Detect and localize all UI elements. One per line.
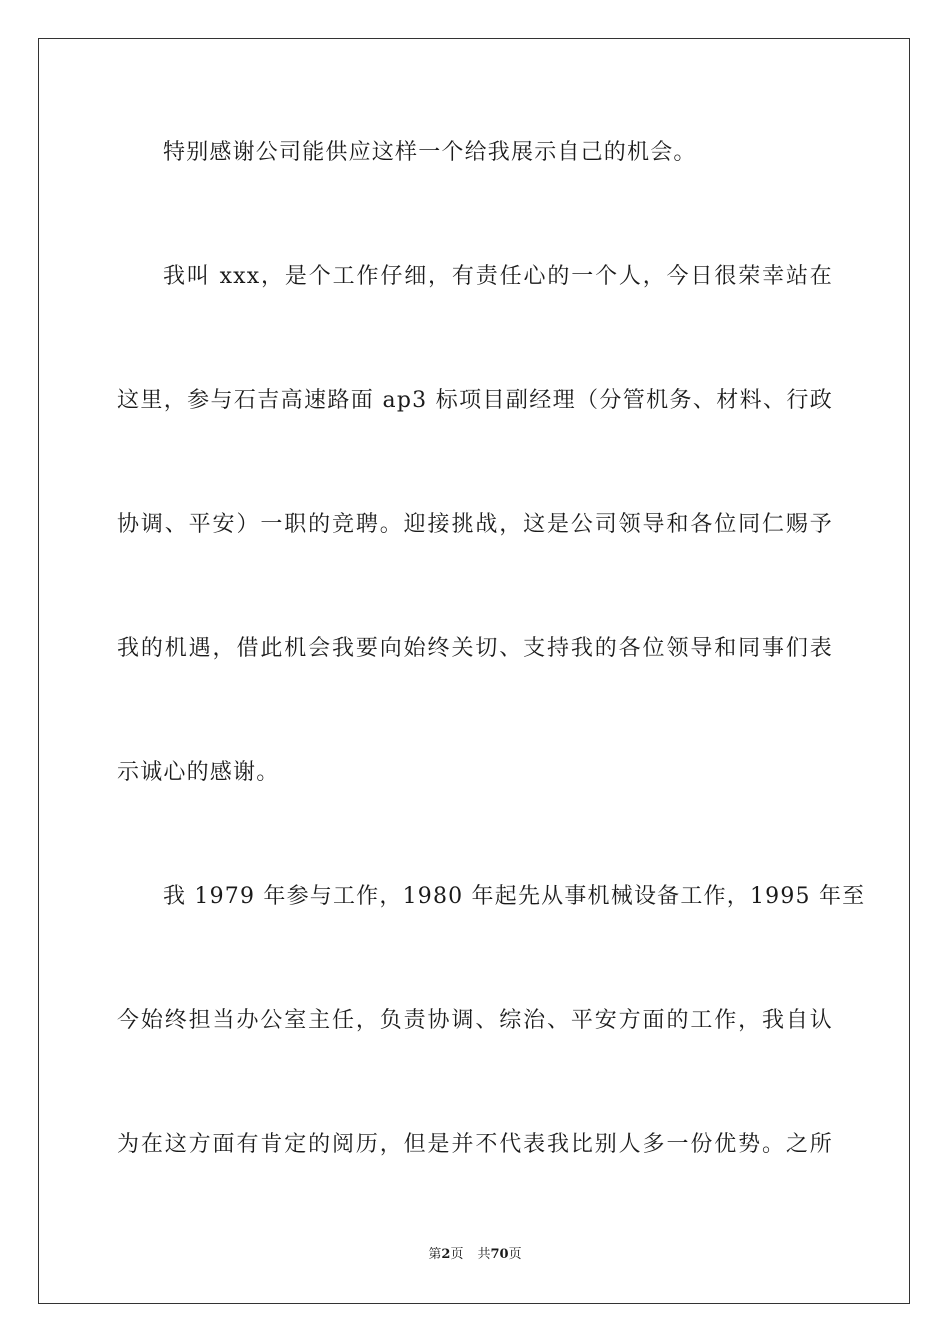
total-suffix: 页 [508, 1247, 522, 1262]
paragraph-line-5: 我的机遇，借此机会我要向始终关切、支持我的各位领导和同事们表 [117, 636, 833, 661]
total-prefix: 共 [477, 1247, 491, 1262]
paragraph-line-9: 为在这方面有肯定的阅历，但是并不代表我比别人多一份优势。之所 [117, 1132, 833, 1157]
paragraph-line-4: 协调、平安）一职的竞聘。迎接挑战，这是公司领导和各位同仁赐予 [117, 512, 833, 537]
paragraph-line-3: 这里，参与石吉高速路面 ap3 标项目副经理（分管机务、材料、行政 [117, 388, 833, 413]
page-prefix: 第 [428, 1247, 442, 1262]
paragraph-line-1: 特别感谢公司能供应这样一个给我展示自己的机会。 [163, 140, 697, 165]
page-border [38, 38, 910, 1304]
paragraph-line-2: 我叫 xxx，是个工作仔细，有责任心的一个人，今日很荣幸站在 [163, 264, 833, 289]
paragraph-line-8: 今始终担当办公室主任，负责协调、综治、平安方面的工作，我自认 [117, 1008, 833, 1033]
total-pages: 70 [490, 1247, 509, 1262]
paragraph-line-6: 示诚心的感谢。 [117, 760, 280, 785]
paragraph-line-7: 我 1979 年参与工作，1980 年起先从事机械设备工作，1995 年至 [163, 884, 866, 909]
page-suffix: 页 [450, 1247, 464, 1262]
page-number: 2 [441, 1247, 451, 1262]
page-footer [0, 1246, 950, 1264]
